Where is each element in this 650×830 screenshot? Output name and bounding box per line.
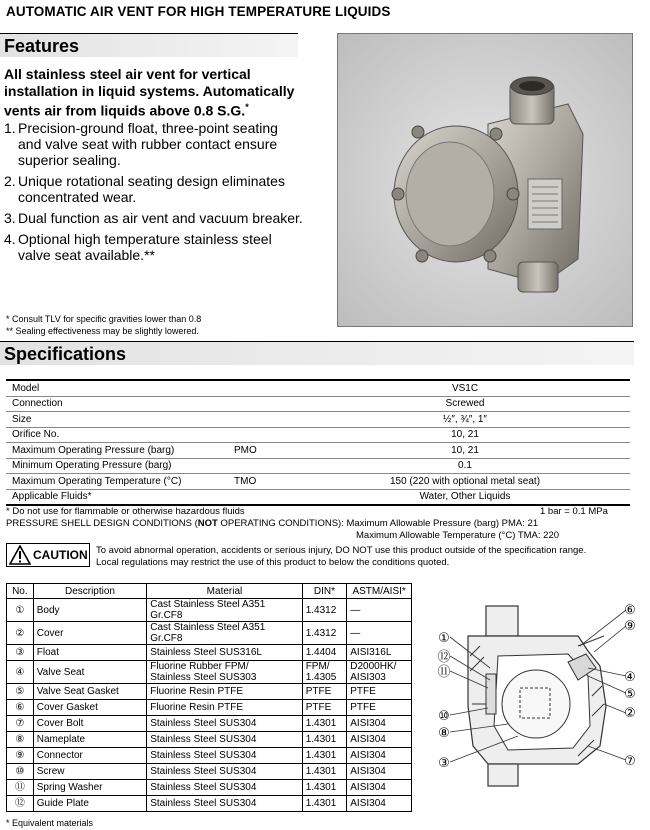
part-din: 1.4312	[302, 622, 347, 645]
part-no: ④	[7, 661, 34, 684]
part-description: Float	[33, 645, 147, 661]
feature-item: 4. Optional high temperature stainless steel valve seat available.**	[4, 231, 272, 263]
part-material: Stainless Steel SUS316L	[147, 645, 302, 661]
part-astm: PTFE	[347, 700, 412, 716]
caution-label: CAUTION	[33, 548, 88, 562]
part-no: ⑦	[7, 716, 34, 732]
spec-abbr	[228, 489, 300, 505]
part-no: ⑤	[7, 684, 34, 700]
part-din: 1.4404	[302, 645, 347, 661]
spec-label: Size	[6, 412, 228, 428]
spec-value: Screwed	[300, 396, 630, 412]
part-description: Body	[33, 599, 147, 622]
part-material: Fluorine Resin PTFE	[147, 684, 302, 700]
table-row	[7, 796, 412, 812]
callout-7: ⑦	[624, 754, 636, 769]
table-header-row	[7, 584, 412, 599]
part-material: Fluorine Resin PTFE	[147, 700, 302, 716]
spec-abbr	[228, 427, 300, 443]
table-row	[6, 412, 630, 428]
part-din: PTFE	[302, 684, 347, 700]
col-header-no: No.	[7, 584, 34, 599]
intro-footnote-mark: *	[245, 102, 249, 112]
part-astm: AISI304	[347, 796, 412, 812]
col-header-din: DIN*	[302, 584, 347, 599]
part-din: 1.4301	[302, 748, 347, 764]
spec-abbr	[228, 396, 300, 412]
part-din: 1.4312	[302, 599, 347, 622]
table-row	[7, 764, 412, 780]
spec-abbr	[228, 380, 300, 396]
part-din: 1.4301	[302, 732, 347, 748]
part-no: ①	[7, 599, 34, 622]
feature-item: 2. Unique rotational seating design eliminates concentrated wear.	[4, 173, 285, 205]
part-material: Stainless Steel SUS304	[147, 732, 302, 748]
part-no: ⑧	[7, 732, 34, 748]
part-description: Cover Bolt	[33, 716, 147, 732]
part-astm: PTFE	[347, 684, 412, 700]
warning-triangle-icon	[9, 545, 31, 565]
part-astm: —	[347, 622, 412, 645]
table-row	[6, 427, 630, 443]
spec-label: Minimum Operating Pressure (barg)	[6, 458, 228, 474]
table-row	[7, 700, 412, 716]
spec-value: Water, Other Liquids	[300, 489, 630, 505]
table-row	[7, 684, 412, 700]
feature-item: 1. Precision-ground float, three-point seating and valve seat with rubber contact ensure superior sealing.	[4, 120, 278, 168]
equivalent-materials-note: * Equivalent materials	[6, 818, 94, 828]
part-no: ⑪	[7, 780, 34, 796]
document-title: AUTOMATIC AIR VENT FOR HIGH TEMPERATURE LIQUIDS	[6, 4, 391, 19]
table-row	[7, 716, 412, 732]
table-row	[6, 396, 630, 412]
part-no: ⑨	[7, 748, 34, 764]
features-heading: Features	[0, 33, 298, 57]
caution-text-1: To avoid abnormal operation, accidents or serious injury, DO NOT use this product outside of the specification range.	[96, 545, 587, 556]
fluids-note: * Do not use for flammable or otherwise hazardous fluids	[6, 506, 245, 517]
callout-5: ⑤	[624, 687, 636, 702]
part-material: Stainless Steel SUS304	[147, 764, 302, 780]
part-material: Stainless Steel SUS304	[147, 716, 302, 732]
spec-value: 0.1	[300, 458, 630, 474]
caution-text-2: Local regulations may restrict the use of this product to below the conditions quoted.	[96, 557, 450, 568]
spec-abbr: TMO	[228, 474, 300, 490]
features-intro: All stainless steel air vent for vertical installation in liquid systems. Automatically vents air from liquids above 0.8 S.G.*	[4, 66, 295, 119]
pressure-shell-conditions: PRESSURE SHELL DESIGN CONDITIONS (NOT OPERATING CONDITIONS): Maximum Allowable Pressure (barg) PMA: 21	[6, 518, 539, 529]
spec-value: 150 (220 with optional metal seat)	[300, 474, 630, 490]
part-astm: —	[347, 599, 412, 622]
spec-label: Orifice No.	[6, 427, 228, 443]
part-no: ③	[7, 645, 34, 661]
pressure-shell-conditions-temp: Maximum Allowable Temperature (°C) TMA: 220	[356, 530, 560, 541]
col-header-astm: ASTM/AISI*	[347, 584, 412, 599]
part-astm: AISI304	[347, 780, 412, 796]
features-footnote-2: ** Sealing effectiveness may be slightly lowered.	[6, 326, 199, 336]
callout-6: ⑥	[624, 603, 636, 618]
part-material: Cast Stainless Steel A351 Gr.CF8	[147, 622, 302, 645]
spec-label: Applicable Fluids*	[6, 489, 228, 505]
part-din: PTFE	[302, 700, 347, 716]
part-description: Spring Washer	[33, 780, 147, 796]
feature-item: 3. Dual function as air vent and vacuum breaker.	[4, 210, 303, 226]
part-description: Connector	[33, 748, 147, 764]
table-row	[6, 474, 630, 490]
spec-value: ½″, ¾″, 1″	[300, 412, 630, 428]
spec-abbr: PMO	[228, 443, 300, 459]
spec-label: Maximum Operating Pressure (barg)	[6, 443, 228, 459]
table-row	[7, 645, 412, 661]
table-row	[7, 732, 412, 748]
product-photo	[337, 33, 633, 327]
callout-9: ⑨	[624, 619, 636, 634]
part-din: 1.4301	[302, 796, 347, 812]
part-description: Cover Gasket	[33, 700, 147, 716]
part-description: Valve Seat Gasket	[33, 684, 147, 700]
table-row	[6, 443, 630, 459]
spec-value: 10, 21	[300, 427, 630, 443]
features-list	[4, 120, 304, 268]
part-astm: AISI304	[347, 716, 412, 732]
part-material: Fluorine Rubber FPM/ Stainless Steel SUS303	[147, 661, 302, 684]
callout-4: ④	[624, 670, 636, 685]
spec-label: Model	[6, 380, 228, 396]
table-row	[7, 780, 412, 796]
part-description: Valve Seat	[33, 661, 147, 684]
part-din: 1.4301	[302, 764, 347, 780]
table-row	[7, 599, 412, 622]
part-din: 1.4301	[302, 780, 347, 796]
callout-2: ②	[624, 706, 636, 721]
table-row	[6, 458, 630, 474]
part-astm: D2000HK/ AISI303	[347, 661, 412, 684]
features-footnote-1: * Consult TLV for specific gravities lower than 0.8	[6, 314, 202, 324]
part-description: Guide Plate	[33, 796, 147, 812]
caution-badge	[6, 543, 90, 567]
part-material: Stainless Steel SUS304	[147, 748, 302, 764]
part-din: 1.4301	[302, 716, 347, 732]
part-no: ⑩	[7, 764, 34, 780]
spec-label: Connection	[6, 396, 228, 412]
callout-12: ⑫	[437, 650, 451, 665]
part-material: Cast Stainless Steel A351 Gr.CF8	[147, 599, 302, 622]
part-description: Nameplate	[33, 732, 147, 748]
parts-table	[6, 583, 412, 812]
table-row	[6, 489, 630, 505]
part-astm: AISI304	[347, 748, 412, 764]
col-header-description: Description	[33, 584, 147, 599]
cross-section-diagram	[428, 596, 642, 792]
callout-3: ③	[438, 756, 450, 771]
part-material: Stainless Steel SUS304	[147, 796, 302, 812]
table-row	[6, 380, 630, 396]
spec-value: VS1C	[300, 380, 630, 396]
part-din: FPM/ 1.4305	[302, 661, 347, 684]
callout-8: ⑧	[438, 726, 450, 741]
part-astm: AISI304	[347, 732, 412, 748]
part-astm: AISI316L	[347, 645, 412, 661]
callout-10: ⑩	[438, 709, 450, 724]
spec-label: Maximum Operating Temperature (°C)	[6, 474, 228, 490]
part-astm: AISI304	[347, 764, 412, 780]
spec-abbr	[228, 458, 300, 474]
units-note: 1 bar = 0.1 MPa	[540, 506, 608, 517]
spec-abbr	[228, 412, 300, 428]
col-header-material: Material	[147, 584, 302, 599]
callout-11: ⑪	[437, 665, 451, 680]
part-no: ⑫	[7, 796, 34, 812]
specifications-table	[6, 379, 630, 506]
part-material: Stainless Steel SUS304	[147, 780, 302, 796]
callout-1: ①	[438, 631, 450, 646]
table-row	[7, 748, 412, 764]
part-no: ②	[7, 622, 34, 645]
table-row	[7, 661, 412, 684]
spec-value: 10, 21	[300, 443, 630, 459]
part-description: Screw	[33, 764, 147, 780]
specifications-heading: Specifications	[0, 341, 634, 365]
part-no: ⑥	[7, 700, 34, 716]
part-description: Cover	[33, 622, 147, 645]
table-row	[7, 622, 412, 645]
